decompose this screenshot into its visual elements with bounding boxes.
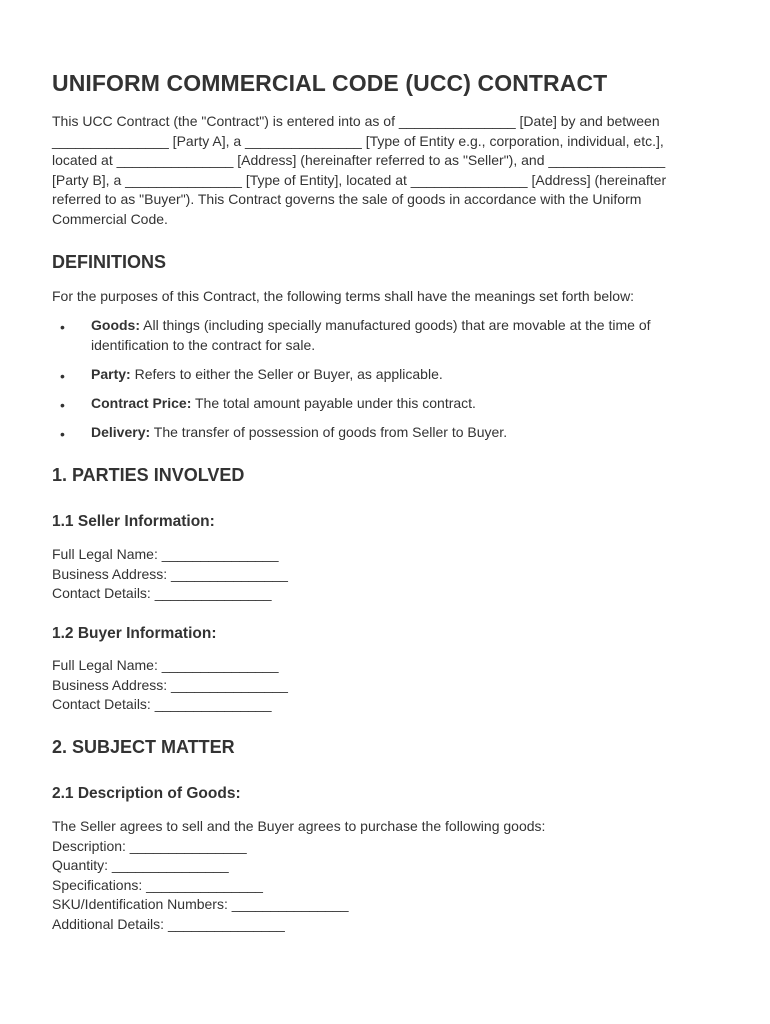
seller-full-legal-name: Full Legal Name: _______________	[52, 546, 279, 562]
definitions-list	[52, 316, 722, 452]
goods-description-heading: 2.1 Description of Goods:	[52, 785, 241, 802]
goods-lead: The Seller agrees to sell and the Buyer agrees to purchase the following goods:	[52, 818, 546, 834]
goods-description: Description: _______________	[52, 837, 247, 854]
bullet-icon: •	[60, 396, 65, 413]
bullet-icon: •	[60, 319, 65, 335]
definitions-lead: For the purposes of this Contract, the following terms shall have the meanings set forth below:	[52, 288, 635, 304]
bullet-icon: •	[60, 367, 65, 384]
section-1-heading: 1. PARTIES INVOLVED	[52, 465, 245, 485]
definition-term: Delivery:	[91, 423, 151, 440]
goods-additional-details: Additional Details: _______________	[52, 915, 285, 932]
definition-item-party	[52, 365, 722, 385]
buyer-business-address: Business Address: _______________	[52, 676, 288, 693]
section-2-heading: 2. SUBJECT MATTER	[52, 737, 235, 757]
definition-text: The transfer of possession of goods from Seller to Buyer.	[150, 423, 508, 440]
definition-text: All things (including specially manufactured goods) that are movable at the time of identification to the contract for sale.	[91, 317, 651, 353]
buyer-info-fields	[52, 656, 288, 715]
document-title: UNIFORM COMMERCIAL CODE (UCC) CONTRACT	[52, 70, 608, 96]
intro-paragraph: This UCC Contract (the "Contract") is entered into as of _______________ [Date] by and between _______________ [Party A], a _______________ [Type of Entity e.g., corporation, individual, etc.], located at _______________ [Address] (hereinafter referred to as "Seller"), and _______________ [Party B], a _______________ [Type of Entity], located at _______________ [Address] (hereinafter referred to as "Buyer"). This Contract governs the sale of goods in accordance with the Uniform Commercial Code.	[52, 113, 667, 227]
goods-quantity: Quantity: _______________	[52, 857, 229, 873]
seller-info-heading: 1.1 Seller Information:	[52, 513, 215, 530]
goods-description-fields	[52, 817, 545, 934]
definition-term: Contract Price:	[91, 394, 192, 411]
buyer-full-legal-name: Full Legal Name: _______________	[52, 657, 279, 673]
definition-item-goods	[52, 316, 722, 355]
goods-specifications: Specifications: _______________	[52, 876, 263, 893]
seller-contact-details: Contact Details: _______________	[52, 585, 272, 601]
definition-item-contract-price	[52, 394, 722, 414]
seller-business-address: Business Address: _______________	[52, 565, 288, 582]
seller-info-fields	[52, 545, 288, 604]
definition-term: Party:	[91, 365, 131, 382]
definitions-heading: DEFINITIONS	[52, 252, 167, 272]
buyer-info-heading: 1.2 Buyer Information:	[52, 625, 217, 642]
buyer-contact-details: Contact Details: _______________	[52, 696, 272, 712]
definition-item-delivery	[52, 423, 722, 443]
bullet-icon: •	[60, 425, 65, 442]
definition-term: Goods:	[91, 317, 140, 333]
definition-text: Refers to either the Seller or Buyer, as applicable.	[130, 365, 443, 382]
definition-text: The total amount payable under this contract.	[191, 394, 476, 411]
goods-sku-numbers: SKU/Identification Numbers: _______________	[52, 896, 349, 912]
